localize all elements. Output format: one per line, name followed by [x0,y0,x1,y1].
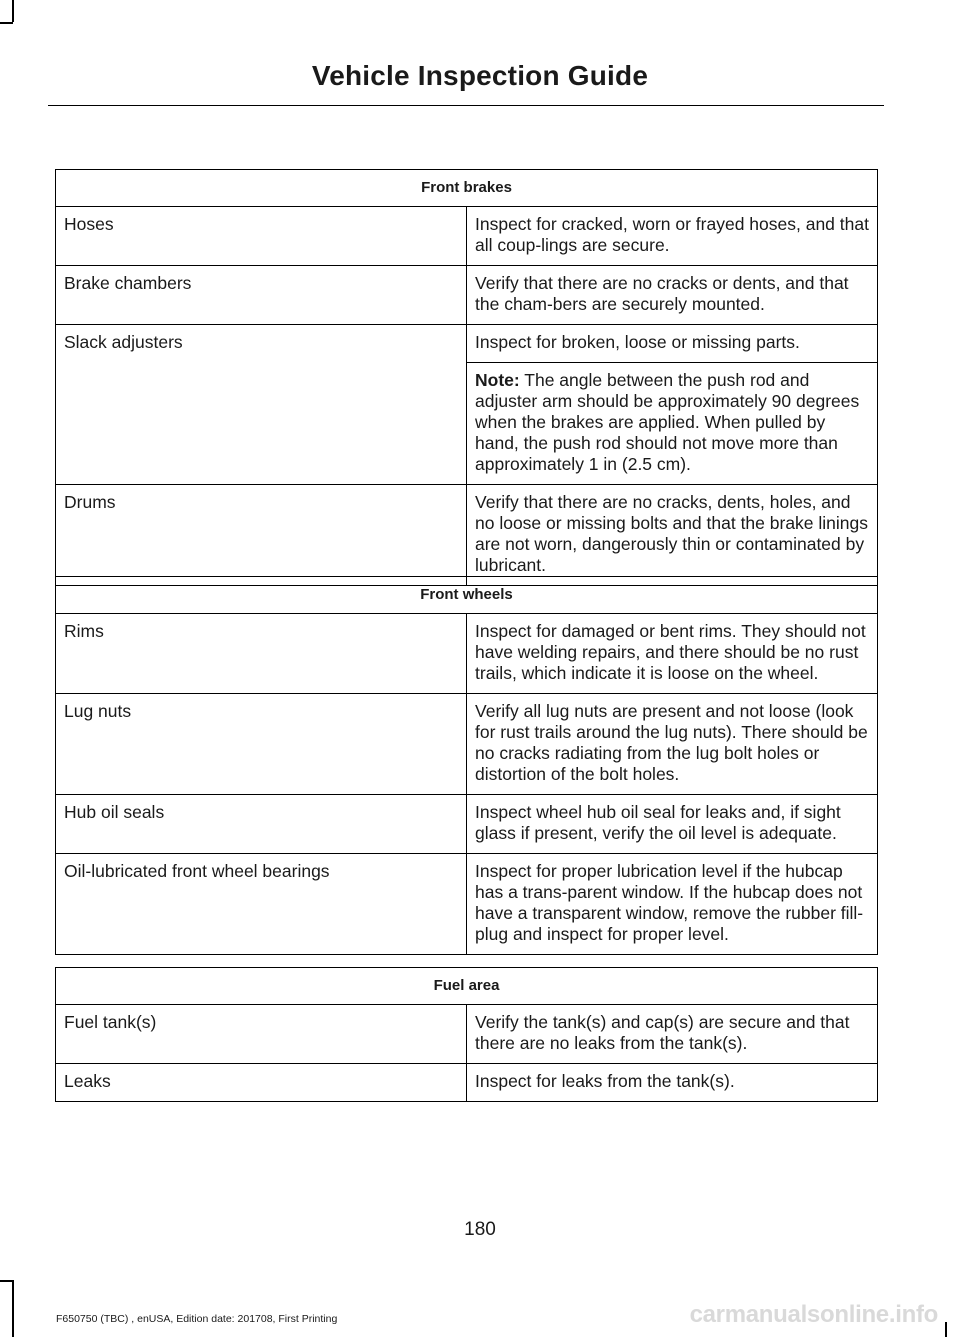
description-cell: Verify that there are no cracks, dents, holes, and no loose or missing bolts and that the brake linings are not worn, dangerously thin or contaminated by lubricant. [467,485,878,586]
item-cell: Slack adjusters [56,325,467,485]
front-wheels-table [55,576,878,955]
table-heading: Front wheels [56,577,878,614]
note-text: The angle between the push rod and adjuster arm should be approximately 90 degrees when the brakes are applied. When pulled by hand, the push rod should not move more than approximately 1 in (2.5 cm). [475,370,860,474]
edition-footer: F650750 (TBC) , enUSA, Edition date: 201708, First Printing [56,1313,338,1325]
table-row [56,1064,878,1102]
table-row [56,854,878,955]
page-title: Vehicle Inspection Guide [311,60,649,91]
crop-mark-bottom-right-v [945,1322,947,1337]
item-cell: Brake chambers [56,266,467,325]
front-brakes-table [55,169,878,586]
table-row [56,207,878,266]
crop-mark-bottom-left-v [12,1280,14,1337]
description-cell: Verify the tank(s) and cap(s) are secure and that there are no leaks from the tank(s). [467,1005,878,1064]
page-number: 180 [464,1219,496,1240]
table-row [56,266,878,325]
description-cell: Inspect for broken, loose or missing parts. [467,325,878,363]
title-divider [48,105,884,106]
table-row [56,485,878,586]
table-row [56,614,878,694]
description-cell: Inspect for proper lubrication level if the hubcap has a trans-parent window. If the hubcap does not have a transparent window, remove the rubber fill-plug and inspect for proper level. [467,854,878,955]
table-heading: Fuel area [56,968,878,1005]
table-row [56,795,878,854]
item-cell: Leaks [56,1064,467,1102]
description-cell: Verify all lug nuts are present and not loose (look for rust trails around the lug nuts). There should be no cracks radiating from the lug bolt holes or distortion of the bolt holes. [467,694,878,795]
description-cell: Inspect wheel hub oil seal for leaks and, if sight glass if present, verify the oil level is adequate. [467,795,878,854]
description-cell: Inspect for damaged or bent rims. They should not have welding repairs, and there should be no rust trails, which indicate it is loose on the wheel. [467,614,878,694]
item-cell: Lug nuts [56,694,467,795]
note-cell [467,363,878,485]
item-cell: Oil-lubricated front wheel bearings [56,854,467,955]
table-row [56,694,878,795]
watermark: carmanualsonline.info [689,1301,938,1328]
table-heading: Front brakes [56,170,878,207]
item-cell: Fuel tank(s) [56,1005,467,1064]
note-label: Note: [475,370,520,390]
table-row [56,325,878,363]
table-row [56,1005,878,1064]
description-cell: Inspect for cracked, worn or frayed hoses, and that all coup-lings are secure. [467,207,878,266]
description-cell: Inspect for leaks from the tank(s). [467,1064,878,1102]
crop-mark-top-left-v [12,0,14,22]
item-cell: Drums [56,485,467,586]
description-cell: Verify that there are no cracks or dents, and that the cham-bers are securely mounted. [467,266,878,325]
fuel-area-table [55,967,878,1102]
item-cell: Rims [56,614,467,694]
item-cell: Hub oil seals [56,795,467,854]
crop-mark-top-left-h [0,22,13,24]
item-cell: Hoses [56,207,467,266]
